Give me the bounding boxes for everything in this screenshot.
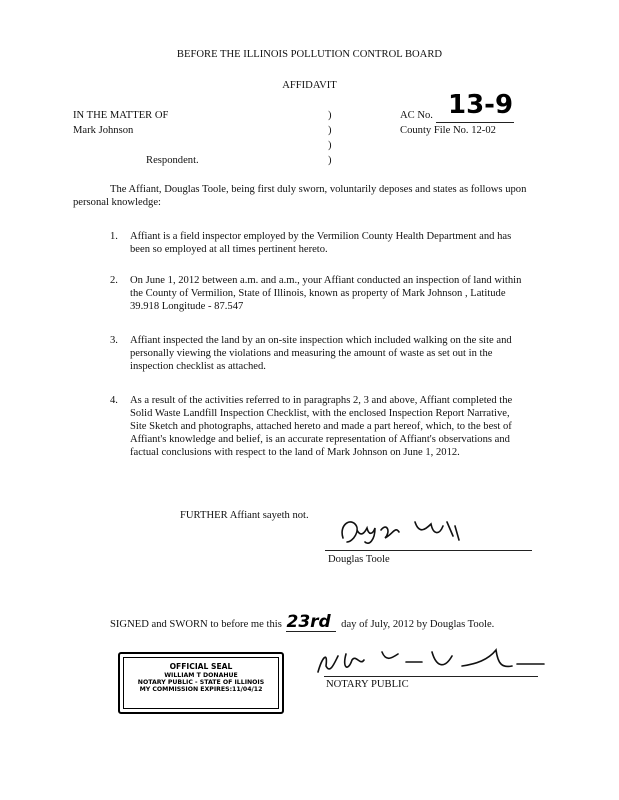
affiant-signature-line: [325, 550, 532, 551]
sworn-statement: [110, 614, 542, 633]
sworn-day-handwritten: 23rd: [286, 614, 336, 632]
notary-label: NOTARY PUBLIC: [326, 679, 409, 690]
ac-number-label: AC No.: [400, 110, 433, 121]
paragraph-number: 4.: [110, 395, 118, 406]
respondent-name: Mark Johnson: [73, 125, 134, 136]
caption-paren: ): [328, 155, 332, 166]
matter-label: IN THE MATTER OF: [73, 110, 169, 121]
notary-signature: [312, 644, 547, 678]
ac-number-handwritten: 13-9: [448, 90, 514, 120]
caption-paren: ): [328, 125, 332, 136]
seal-state: NOTARY PUBLIC - STATE OF ILLINOIS: [137, 678, 265, 686]
document-title: AFFIDAVIT: [282, 80, 337, 91]
paragraph-number: 3.: [110, 335, 118, 346]
sworn-text: day of July, 2012 by Douglas Toole.: [341, 619, 495, 630]
affiant-signature: [335, 512, 465, 550]
paragraph-text: On June 1, 2012 between a.m. and a.m., your Affiant conducted an inspection of land within the County of Vermilion, State of Illinois, known as property of Mark Johnson , Latitude 39.918 Longitude - 87.547: [130, 275, 522, 312]
sworn-text: SIGNED and SWORN to before me this: [110, 619, 282, 630]
caption-paren: ): [328, 140, 332, 151]
paragraph-number: 2.: [110, 275, 118, 286]
paragraph-text: Affiant is a field inspector employed by the Vermilion County Health Department and has been so employed at all times pertinent hereto.: [130, 231, 512, 255]
seal-expiration: MY COMMISSION EXPIRES:11/04/12: [139, 685, 263, 693]
county-file-number: County File No. 12-02: [400, 125, 496, 136]
respondent-label: Respondent.: [146, 155, 199, 166]
notary-seal-stamp: [118, 652, 284, 714]
seal-name: WILLIAM T DONAHUE: [164, 671, 238, 679]
ac-number-line: [436, 122, 514, 123]
caption-paren: ): [328, 110, 332, 121]
intro-paragraph: The Affiant, Douglas Toole, being first duly sworn, voluntarily deposes and states as follows upon personal knowledge:: [73, 184, 527, 208]
paragraph-text: As a result of the activities referred to in paragraphs 2, 3 and above, Affiant completed the Solid Waste Landfill Inspection Checklist, with the enclosed Inspection Report Narrative, Site Sketch and photographs, attached hereto and made a part hereof, which, to the best of Affiant's knowledge and belief, is an accurate representation of Affiant's observations and factual conclusions with respect to the land of Mark Johnson on June 1, 2012.: [130, 395, 513, 458]
seal-title: OFFICIAL SEAL: [169, 662, 233, 671]
further-statement: FURTHER Affiant sayeth not.: [180, 510, 309, 521]
notary-signature-line: [324, 676, 538, 677]
affiant-name: Douglas Toole: [328, 554, 390, 565]
paragraph-text: Affiant inspected the land by an on-site inspection which included walking on the site and personally viewing the violations and measuring the amount of waste as set out in the inspection checklist as attached.: [130, 335, 512, 372]
paragraph-number: 1.: [110, 231, 118, 242]
board-heading: BEFORE THE ILLINOIS POLLUTION CONTROL BOARD: [176, 49, 443, 60]
